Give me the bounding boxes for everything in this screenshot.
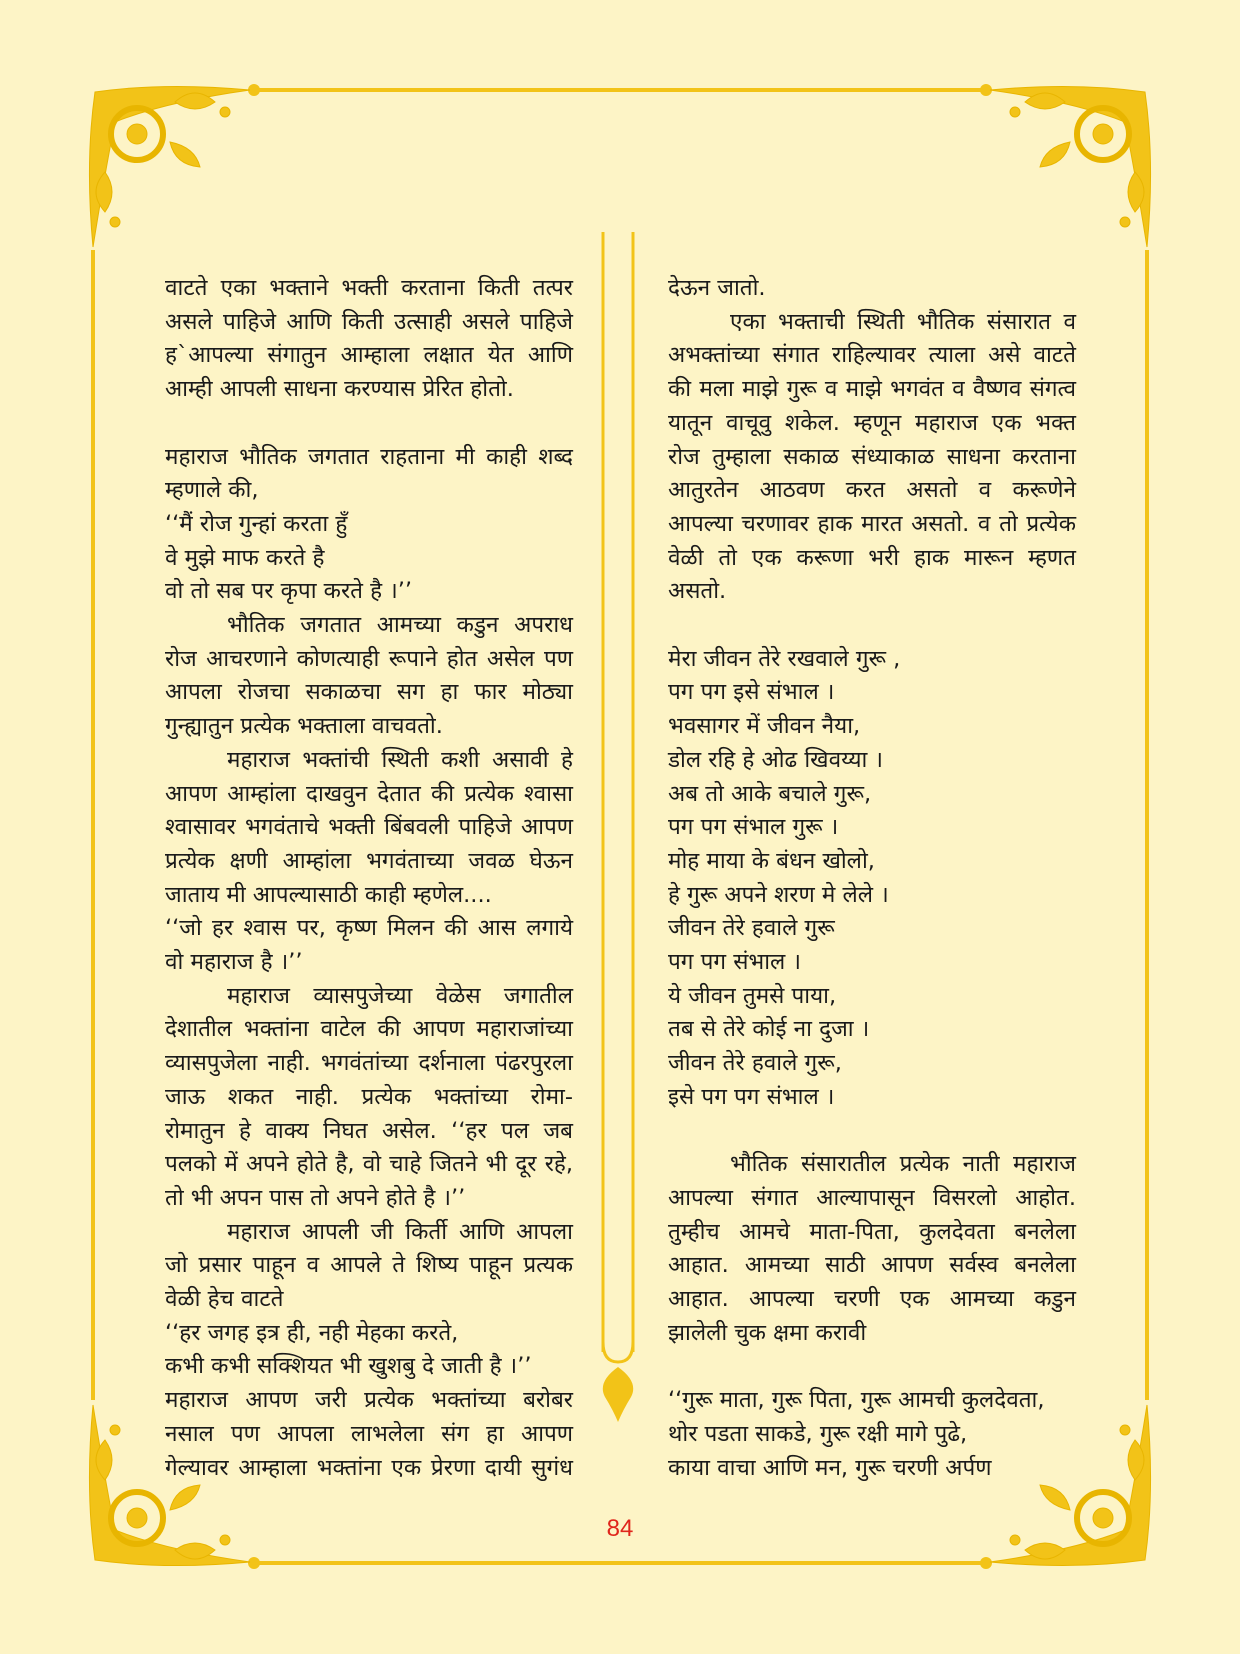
text-line: गुन्ह्यातुन प्रत्येक भक्ताला वाचवतो. — [165, 713, 443, 740]
text-line: आपण आम्हांला दाखवुन देतात की प्रत्येक श्वासा — [165, 780, 573, 807]
text-line: वो महाराज है ।’’ — [165, 949, 303, 976]
text-line: पग पग इसे संभाल । — [668, 679, 835, 706]
text-line: थोर पडता साकडे, गुरू रक्षी मागे पुढे, — [668, 1420, 968, 1447]
text-line: आतुरतेन आठवण करत असतो व करूणेने — [668, 477, 1076, 504]
frame-bottom-line — [255, 1561, 985, 1565]
text-line: ‘‘मैं रोज गुन्हां करता हुँ — [165, 510, 348, 537]
text-line: कभी कभी सक्शियत भी खुशबु दे जाती है ।’’ — [165, 1353, 532, 1380]
text-line: भवसागर में जीवन नैया, — [668, 713, 861, 740]
text-line: वाटते एका भक्ताने भक्ती करताना किती तत्पर — [165, 275, 573, 301]
text-line: अभक्तांच्या संगात राहिल्यावर त्याला असे वाटते — [668, 342, 1076, 369]
text-line: ह`आपल्या संगातुन आम्हाला लक्षात येत आणि — [165, 342, 573, 369]
text-line: प्रत्येक क्षणी आम्हांला भगवंताच्या जवळ घेऊन — [165, 847, 573, 874]
text-line: आपल्या संगात आल्यापासून विसरलो आहोत. — [668, 1184, 1076, 1211]
text-line — [165, 407, 573, 441]
text-line: पग पग संभाल गुरू । — [668, 814, 839, 841]
text-line: जीवन तेरे हवाले गुरू, — [668, 1050, 842, 1077]
text-line: ‘‘गुरू माता, गुरू पिता, गुरू आमची कुलदेवता, — [668, 1387, 1045, 1414]
text-line: जाताय मी आपल्यासाठी काही म्हणेल.... — [165, 881, 492, 908]
text-line: तब से तेरे कोई ना दुजा । — [668, 1016, 870, 1043]
text-line: महाराज व्यासपुजेच्या वेळेस जगातील — [227, 982, 573, 1009]
text-line: की मला माझे गुरू व माझे भगवंत व वैष्णव संगत्व — [668, 376, 1076, 403]
text-line: यातून वाचूवु शकेल. म्हणून महाराज एक भक्त — [668, 409, 1076, 436]
column-divider-icon — [595, 232, 641, 1422]
text-line — [668, 1115, 1076, 1149]
text-line: नसाल पण आपला लाभलेला संग हा आपण — [165, 1420, 573, 1447]
text-line: इसे पग पग संभाल । — [668, 1083, 835, 1110]
text-line: गेल्यावर आम्हाला भक्तांना एक प्रेरणा दायी सुगंध — [165, 1454, 573, 1481]
text-line: आहात. आपल्या चरणी एक आमच्या कडुन — [668, 1286, 1076, 1313]
text-line: रोज तुम्हाला सकाळ संध्याकाळ साधना करताना — [668, 443, 1076, 470]
text-line: तो भी अपन पास तो अपने होते है ।’’ — [165, 1184, 466, 1211]
text-line: आम्ही आपली साधना करण्यास प्रेरित होतो. — [165, 376, 514, 403]
text-line: हे गुरू अपने शरण मे लेले । — [668, 881, 889, 908]
text-line: व्यासपुजेला नाही. भगवंतांच्या दर्शनाला पंढरपुरला — [165, 1050, 573, 1077]
text-line: वेळी हेच वाटते — [165, 1286, 284, 1313]
text-line: रोमातुन हे वाक्य निघत असेल. ‘‘हर पल जब — [165, 1117, 573, 1144]
text-line: तुम्हीच आमचे माता-पिता, कुलदेवता बनलेला — [668, 1218, 1076, 1245]
text-line: जीवन तेरे हवाले गुरू — [668, 915, 835, 942]
text-line: देशातील भक्तांना वाटेल की आपण महाराजांच्या — [165, 1016, 573, 1043]
text-line: वो तो सब पर कृपा करते है ।’’ — [165, 578, 413, 605]
left-column — [165, 272, 573, 1485]
text-line: भौतिक जगतात आमच्या कडुन अपराध — [227, 612, 573, 639]
text-line: रोज आचरणाने कोणत्याही रूपाने होत असेल पण — [165, 645, 573, 672]
text-line: महाराज आपली जी किर्ती आणि आपला — [227, 1218, 573, 1245]
text-line: ‘‘हर जगह इत्र ही, नही मेहका करते, — [165, 1319, 459, 1346]
text-line: मोह माया के बंधन खोलो, — [668, 847, 875, 874]
text-line: वेळी तो एक करूणा भरी हाक मारून म्हणत — [668, 544, 1076, 571]
text-line: ये जीवन तुमसे पाया, — [668, 982, 837, 1009]
text-line: आपला रोजचा सकाळचा सग हा फार मोठ्या — [165, 679, 573, 706]
text-line: देऊन जातो. — [668, 275, 766, 301]
text-line: पग पग संभाल । — [668, 949, 801, 976]
page-number: 84 — [606, 1515, 634, 1542]
text-line: जाऊ शकत नाही. प्रत्येक भक्तांच्या रोमा- — [165, 1083, 573, 1110]
right-column — [668, 272, 1076, 1485]
text-line: झालेली चुक क्षमा करावी — [668, 1319, 867, 1346]
text-line: मेरा जीवन तेरे रखवाले गुरू , — [668, 645, 901, 672]
text-line: पलको में अपने होते है, वो चाहे जितने भी दूर रहे, — [165, 1151, 573, 1178]
text-line: आपल्या चरणावर हाक मारत असतो. व तो प्रत्येक — [668, 510, 1076, 537]
frame-left-line — [91, 250, 95, 1400]
text-line: महाराज आपण जरी प्रत्येक भक्तांच्या बरोबर — [165, 1387, 573, 1414]
text-line: श्वासावर भगवंताचे भक्ती बिंबवली पाहिजे आपण — [165, 814, 573, 841]
text-line — [668, 609, 1076, 643]
text-line: जो प्रसार पाहून व आपले ते शिष्य पाहून प्रत्यक — [165, 1252, 573, 1279]
text-line: महाराज भक्तांची स्थिती कशी असावी हे — [227, 746, 573, 773]
text-line — [668, 1350, 1076, 1384]
frame-right-line — [1145, 250, 1149, 1400]
text-line: वे मुझे माफ करते है — [165, 544, 325, 571]
corner-ornament-icon — [965, 72, 1165, 272]
text-line: ‘‘जो हर श्वास पर, कृष्ण मिलन की आस लगाये — [165, 915, 573, 942]
text-line: डोल रहि हे ओढ खिवय्या । — [668, 746, 884, 773]
text-line: एका भक्ताची स्थिती भौतिक संसारात व — [730, 308, 1076, 335]
text-line: भौतिक संसारातील प्रत्येक नाती महाराज — [730, 1151, 1076, 1178]
text-line: असतो. — [668, 578, 727, 605]
text-line: महाराज भौतिक जगतात राहताना मी काही शब्द — [165, 443, 573, 470]
text-line: अब तो आके बचाले गुरू, — [668, 780, 872, 807]
frame-top-line — [255, 88, 985, 92]
text-line: काया वाचा आणि मन, गुरू चरणी अर्पण — [668, 1454, 992, 1481]
text-line: म्हणाले की, — [165, 477, 259, 504]
corner-ornament-icon — [75, 72, 275, 272]
text-line: असले पाहिजे आणि किती उत्साही असले पाहिजे — [165, 308, 573, 335]
text-line: आहात. आमच्या साठी आपण सर्वस्व बनलेला — [668, 1252, 1076, 1279]
